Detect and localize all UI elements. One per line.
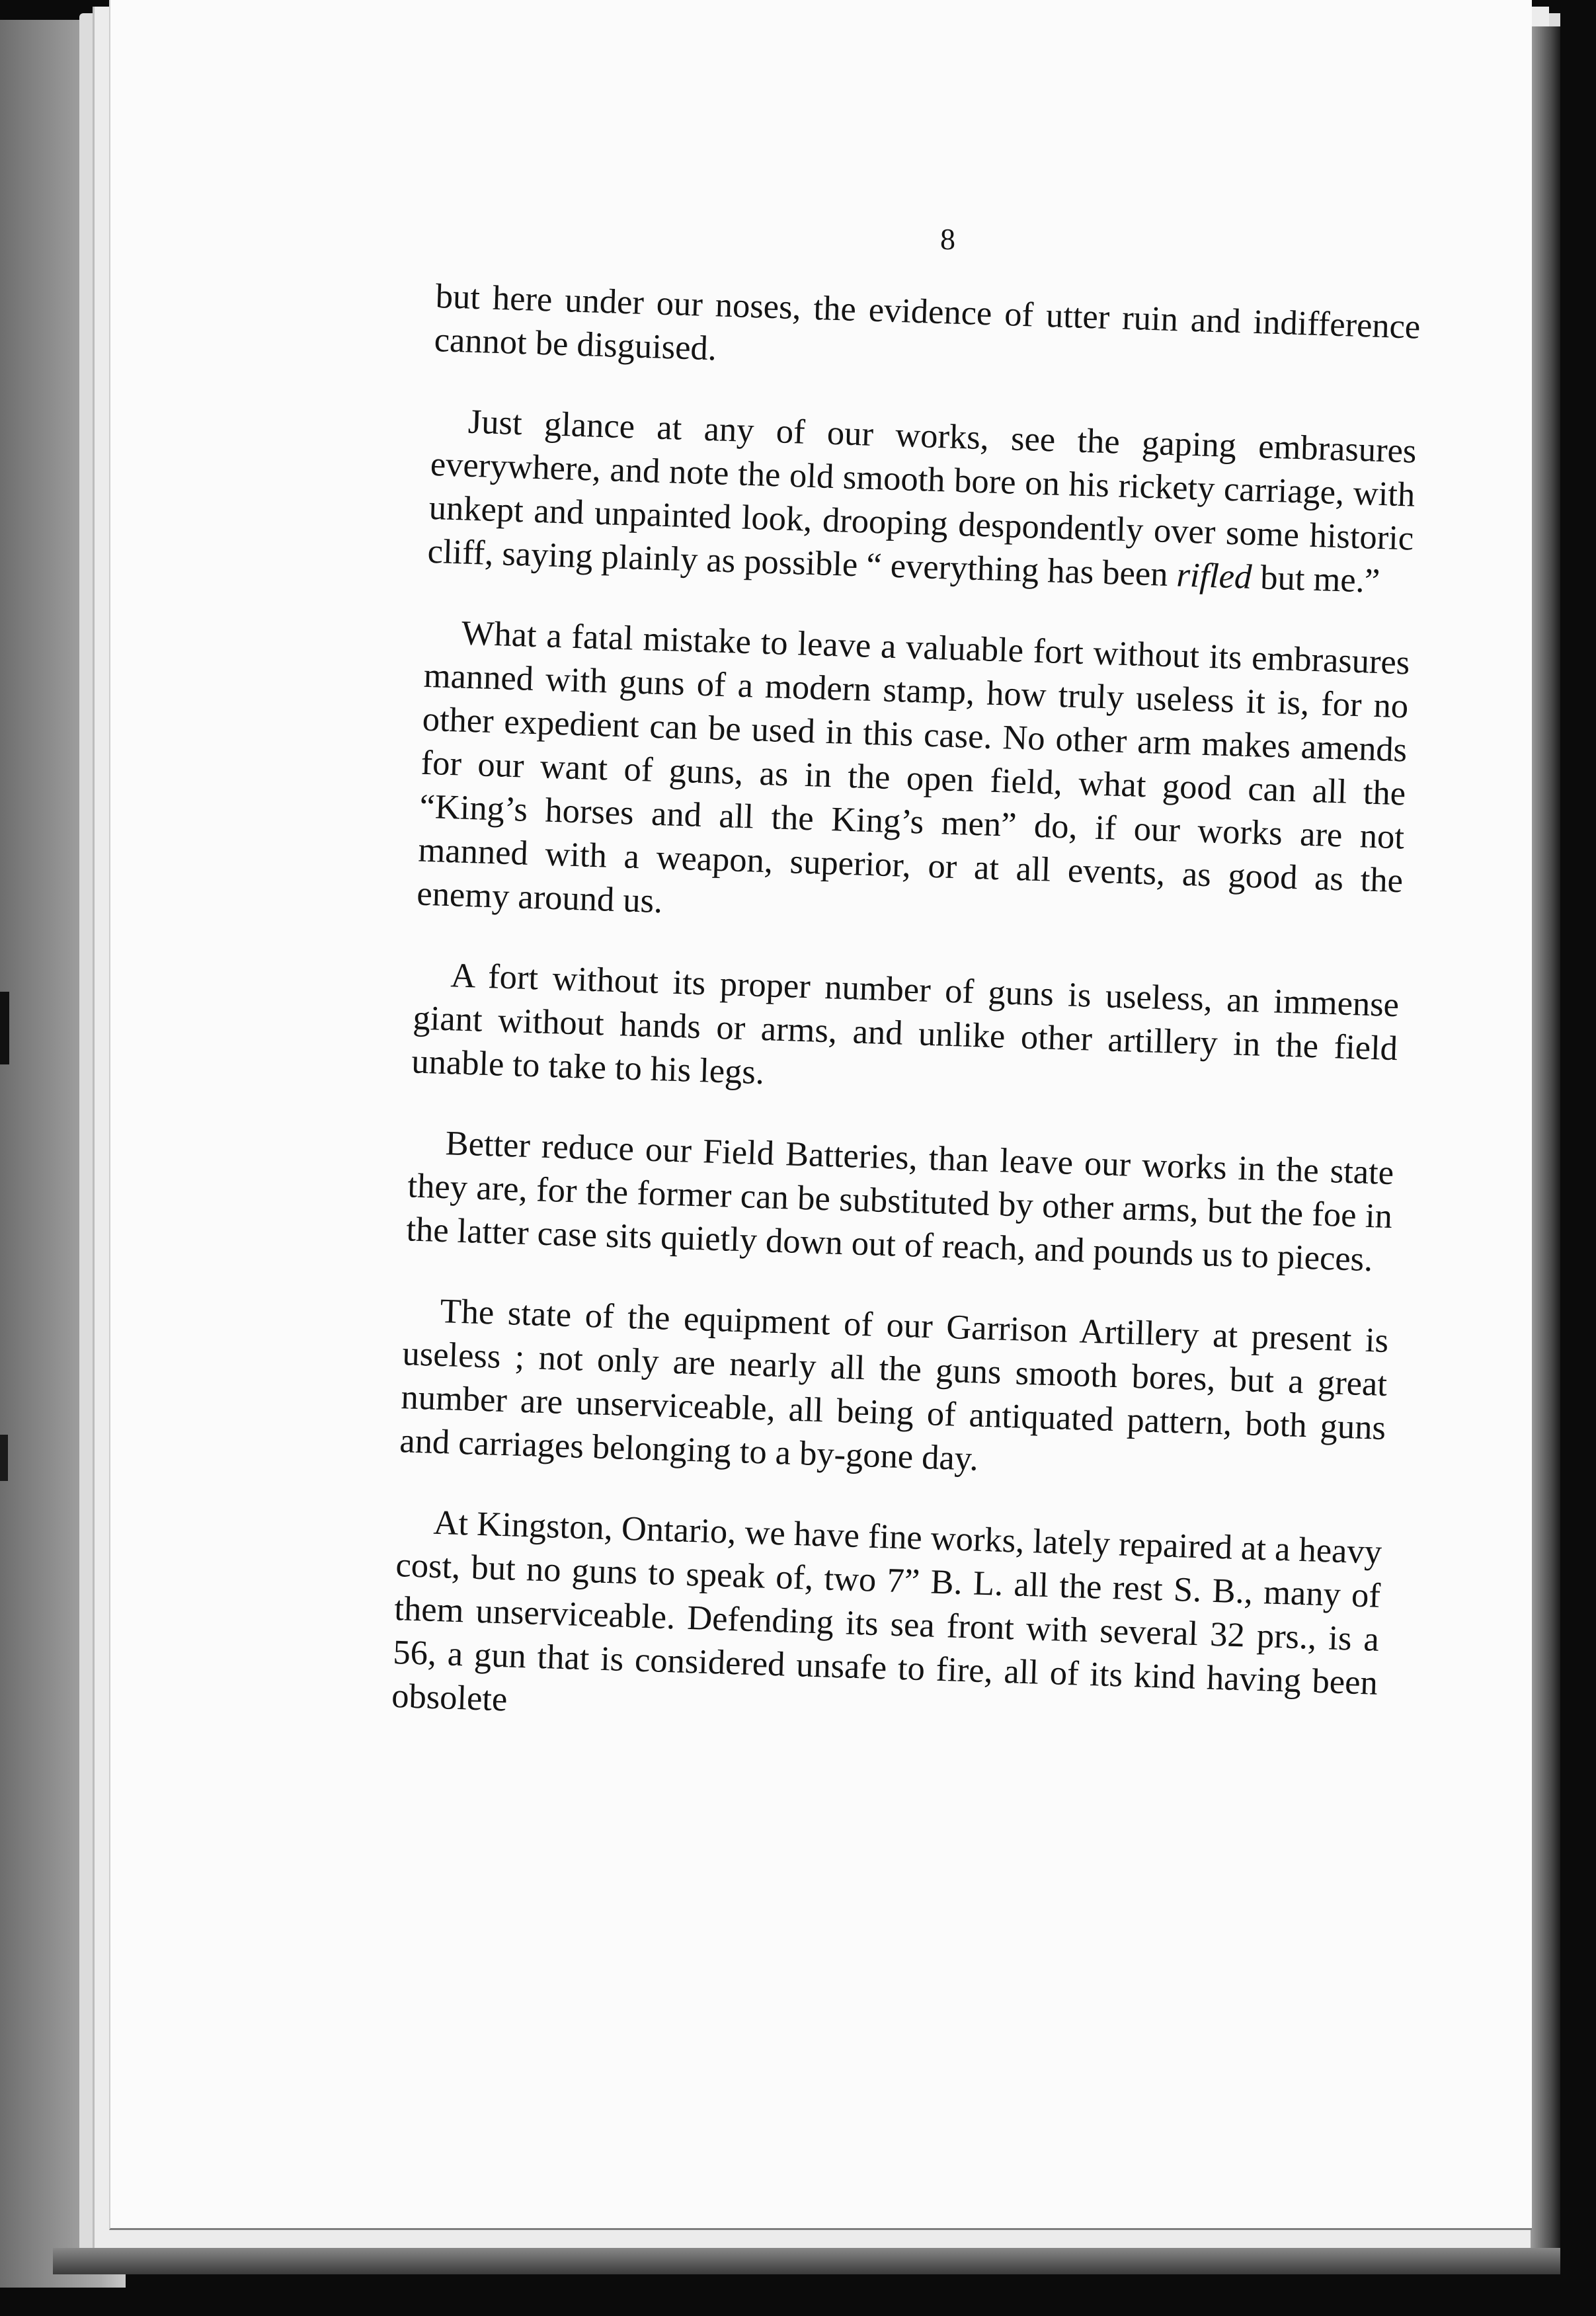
paragraph: A fort without its proper number of guns is useless, an immense giant without hands or arms, and unlike other artillery in the field unable to take to his legs. — [411, 956, 1400, 1092]
binding-shadow-mark — [0, 992, 9, 1064]
paragraph: but here under our noses, the evidence of utter ruin and indifference cannot be disguised. — [433, 276, 1421, 368]
paragraph-text: but me.” — [1251, 557, 1381, 601]
page-number: 8 — [940, 222, 955, 256]
page-edge-shadow — [1531, 26, 1560, 2261]
paragraph-text: Just glance at any of our works, see the gaping embrasures everywhere, and note the old smooth bore on his rickety carriage, with unkept and unpainted look, drooping despondently over some historic cliff, saying plainly as possible “ everything has been — [426, 402, 1417, 594]
paragraph: What a fatal mistake to leave a valuable fort without its embrasures manned with guns of a modern stamp, how truly useless it is, for no other expedient can be used in this case. No other arm makes amends for our want of guns, as in the open field, what good can all the “King’s horses and all the King’s men” do, if our works are not manned with a weapon, superior, or at all events, as good as the enemy around us. — [416, 614, 1411, 921]
page-bottom-edge — [53, 2248, 1560, 2274]
paragraph — [427, 399, 1417, 604]
paragraph: The state of the equipment of our Garrison Artillery at present is useless ; not only are nearly all the guns smooth bores, but a great number are unserviceable, all being of antiquated pattern, both guns and carriages belonging to a by-gone day. — [399, 1291, 1389, 1478]
paragraph: At Kingston, Ontario, we have fine works, lately repaired at a heavy cost, but no guns to speak of, two 7” B. L. all the rest S. B., many of them unserviceable. Defending its sea front with several 32 prs., is a 56, a gun that is considered unsafe to fire, all of its kind having been obsolete — [391, 1503, 1382, 1719]
emphasized-word: rifled — [1176, 555, 1253, 596]
paragraph: Better reduce our Field Batteries, than leave our works in the state they are, for the former can be substituted by other arms, but the foe in the latter case sits quietly down out of reach, and pounds us to pieces. — [405, 1124, 1394, 1279]
binding-shadow-mark — [0, 1435, 8, 1481]
body-text — [390, 274, 1421, 1786]
